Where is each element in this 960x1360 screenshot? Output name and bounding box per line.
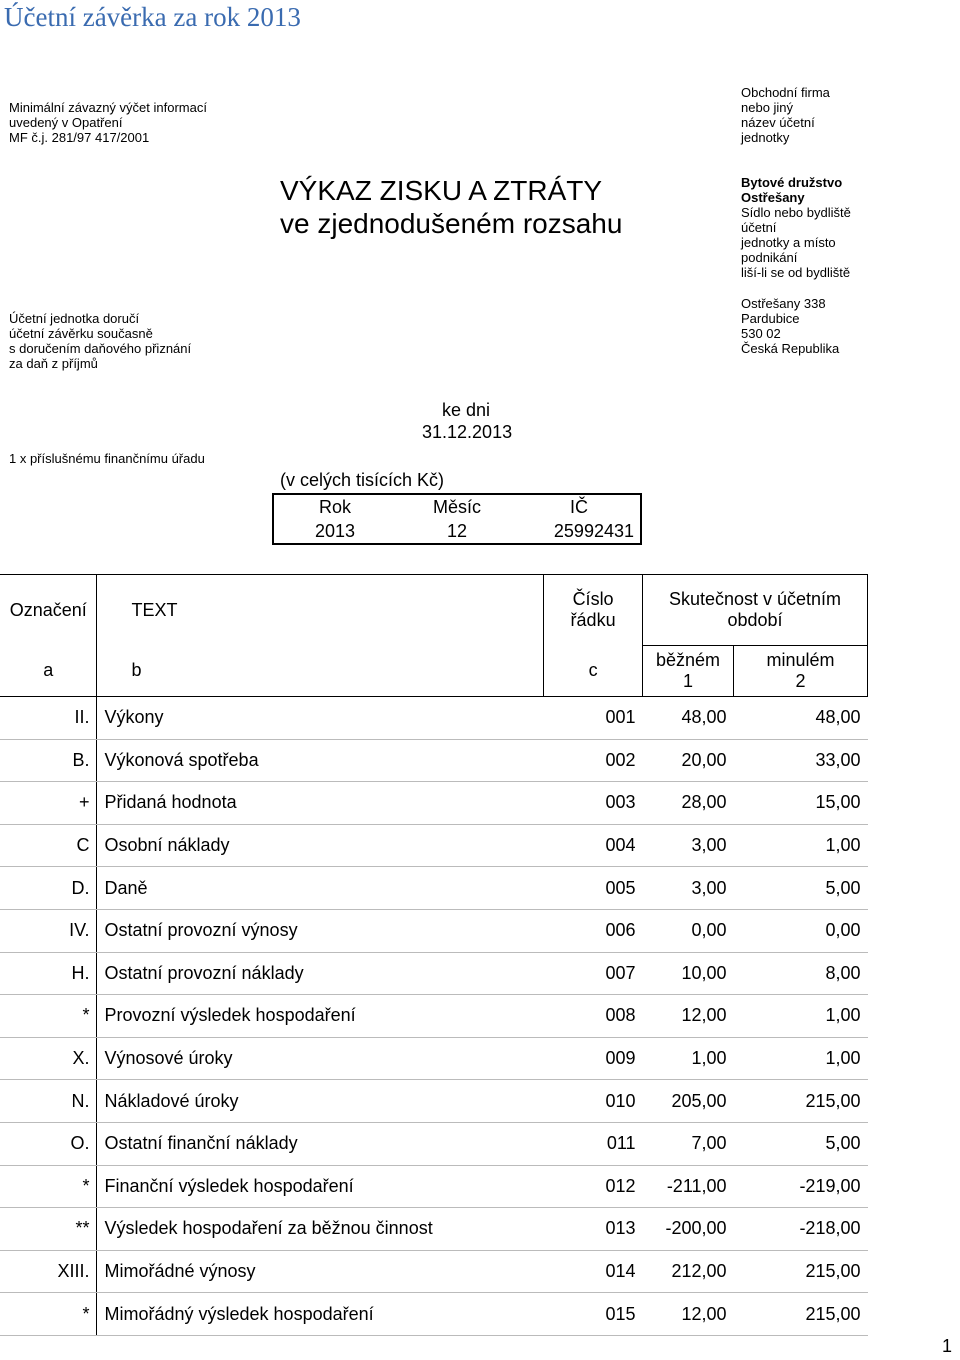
- firm-address: [741, 296, 839, 356]
- col-header-bezne-line: 1: [683, 671, 694, 691]
- legal-basis-line: Minimální závazný výčet informací: [9, 100, 207, 115]
- col-header-minule-line: 2: [795, 671, 806, 691]
- table-row: [0, 1165, 868, 1208]
- row-current-value: 0,00: [643, 909, 734, 952]
- row-current-value: 20,00: [643, 739, 734, 782]
- row-previous-value: 1,00: [734, 995, 868, 1038]
- firm-label: [741, 85, 830, 145]
- row-text: Výkony: [97, 697, 544, 740]
- page-number: 1: [942, 1336, 953, 1356]
- col-header-skutecnost-line: Skutečnost v účetním: [668, 589, 842, 609]
- col-header-text: TEXT: [97, 575, 544, 646]
- row-previous-value: 15,00: [734, 782, 868, 825]
- col-header-c: c: [544, 646, 643, 697]
- row-line-number: 005: [544, 867, 643, 910]
- row-mark: **: [0, 1208, 97, 1251]
- firm-label-line: Obchodní firma: [741, 85, 830, 100]
- row-current-value: -200,00: [643, 1208, 734, 1251]
- units-note: (v celých tisících Kč): [280, 470, 445, 490]
- row-previous-value: 215,00: [734, 1250, 868, 1293]
- row-line-number: 004: [544, 824, 643, 867]
- delivery-note-office: 1 x příslušnému finančnímu úřadu: [9, 451, 205, 466]
- row-previous-value: 215,00: [734, 1080, 868, 1123]
- row-mark: XIII.: [0, 1250, 97, 1293]
- row-previous-value: 8,00: [734, 952, 868, 995]
- row-mark: D.: [0, 867, 97, 910]
- row-text: Mimořádné výnosy: [97, 1250, 544, 1293]
- table-row: [0, 1122, 868, 1165]
- address-line: Pardubice: [741, 311, 800, 326]
- row-previous-value: 215,00: [734, 1293, 868, 1336]
- table-row: [0, 867, 868, 910]
- row-text: Osobní náklady: [97, 824, 544, 867]
- row-current-value: 1,00: [643, 1037, 734, 1080]
- firm-block: [741, 175, 851, 280]
- delivery-note-line: s doručením daňového přiznání: [9, 341, 192, 356]
- header-value-month: 12: [446, 520, 468, 541]
- row-current-value: 3,00: [643, 867, 734, 910]
- row-current-value: 12,00: [643, 1293, 734, 1336]
- row-mark: B.: [0, 739, 97, 782]
- delivery-note-line: účetní závěrku současně: [9, 326, 153, 341]
- legal-basis-line: uvedený v Opatření: [9, 115, 123, 130]
- table-row: [0, 1293, 868, 1336]
- delivery-note: [9, 311, 191, 371]
- row-previous-value: 5,00: [734, 867, 868, 910]
- row-line-number: 013: [544, 1208, 643, 1251]
- firm-label-line: nebo jiný: [741, 100, 794, 115]
- row-line-number: 001: [544, 697, 643, 740]
- row-current-value: 205,00: [643, 1080, 734, 1123]
- table-row: [0, 782, 868, 825]
- legal-basis-line: MF č.j. 281/97 417/2001: [9, 130, 150, 145]
- col-header-skutecnost: [643, 575, 868, 646]
- row-mark: X.: [0, 1037, 97, 1080]
- page-title: Účetní závěrka za rok 2013: [4, 2, 301, 32]
- row-text: Výnosové úroky: [97, 1037, 544, 1080]
- header-value-ico: 25992431: [553, 520, 634, 541]
- header-label-month: Měsíc: [432, 496, 481, 517]
- row-mark: O.: [0, 1122, 97, 1165]
- row-mark: *: [0, 1165, 97, 1208]
- row-current-value: 28,00: [643, 782, 734, 825]
- statement-subtitle-line: ve zjednodušeném rozsahu: [280, 208, 623, 239]
- row-text: Finanční výsledek hospodaření: [97, 1165, 544, 1208]
- firm-label-line: název účetní: [741, 115, 815, 130]
- table-row: [0, 909, 868, 952]
- table-row: [0, 995, 868, 1038]
- row-mark: H.: [0, 952, 97, 995]
- delivery-note-line: za daň z příjmů: [9, 356, 98, 371]
- row-line-number: 007: [544, 952, 643, 995]
- row-previous-value: -218,00: [734, 1208, 868, 1251]
- row-text: Mimořádný výsledek hospodaření: [97, 1293, 544, 1336]
- col-header-bezne: [643, 646, 734, 697]
- row-current-value: 12,00: [643, 995, 734, 1038]
- table-row: [0, 1208, 868, 1251]
- report-date-value: 31.12.2013: [422, 422, 513, 442]
- col-header-minule: [734, 646, 868, 697]
- header-value-year: 2013: [314, 520, 356, 541]
- table-row: [0, 697, 868, 740]
- row-mark: N.: [0, 1080, 97, 1123]
- row-line-number: 006: [544, 909, 643, 952]
- seat-label-line: liší-li se od bydliště: [741, 265, 851, 280]
- row-current-value: 10,00: [643, 952, 734, 995]
- seat-label-line: Sídlo nebo bydliště: [741, 205, 851, 220]
- table-row: [0, 824, 868, 867]
- row-text: Provozní výsledek hospodaření: [97, 995, 544, 1038]
- seat-label-line: jednotky a místo: [741, 235, 836, 250]
- row-line-number: 002: [544, 739, 643, 782]
- seat-label-line: podnikání: [741, 250, 798, 265]
- row-current-value: 3,00: [643, 824, 734, 867]
- seat-label-line: účetní: [741, 220, 777, 235]
- row-line-number: 003: [544, 782, 643, 825]
- row-previous-value: 1,00: [734, 1037, 868, 1080]
- row-text: Daně: [97, 867, 544, 910]
- firm-label-line: jednotky: [741, 130, 790, 145]
- row-text: Výkonová spotřeba: [97, 739, 544, 782]
- table-row: [0, 1037, 868, 1080]
- row-line-number: 008: [544, 995, 643, 1038]
- header-label-ico: IČ: [570, 496, 588, 517]
- row-text: Nákladové úroky: [97, 1080, 544, 1123]
- table-row: [0, 1080, 868, 1123]
- firm-name-line: Bytové družstvo: [741, 175, 843, 190]
- profit-loss-table: [0, 574, 868, 1336]
- row-text: Ostatní provozní náklady: [97, 952, 544, 995]
- col-header-b: b: [97, 646, 544, 697]
- row-mark: +: [0, 782, 97, 825]
- row-previous-value: 5,00: [734, 1122, 868, 1165]
- row-previous-value: 0,00: [734, 909, 868, 952]
- address-line: Česká Republika: [741, 341, 840, 356]
- row-text: Výsledek hospodaření za běžnou činnost: [97, 1208, 544, 1251]
- row-line-number: 009: [544, 1037, 643, 1080]
- row-text: Přidaná hodnota: [97, 782, 544, 825]
- col-header-cislo-line: řádku: [570, 610, 616, 631]
- col-header-minule-line: minulém: [766, 650, 835, 670]
- header-label-year: Rok: [318, 496, 351, 517]
- row-text: Ostatní provozní výnosy: [97, 909, 544, 952]
- col-header-skutecnost-line: období: [727, 610, 783, 630]
- row-previous-value: 33,00: [734, 739, 868, 782]
- delivery-note-line: Účetní jednotka doručí: [9, 311, 140, 326]
- legal-basis-note: [9, 100, 207, 145]
- row-mark: *: [0, 995, 97, 1038]
- row-mark: II.: [0, 697, 97, 740]
- row-line-number: 015: [544, 1293, 643, 1336]
- report-date: [422, 399, 512, 443]
- col-header-a: a: [0, 646, 97, 697]
- report-date-label: ke dni: [442, 400, 491, 420]
- col-header-cislo: [544, 575, 643, 646]
- row-previous-value: 48,00: [734, 697, 868, 740]
- row-current-value: 212,00: [643, 1250, 734, 1293]
- col-header-cislo-line: Číslo: [572, 589, 614, 610]
- row-previous-value: 1,00: [734, 824, 868, 867]
- header-table: [272, 493, 642, 545]
- address-line: 530 02: [741, 326, 781, 341]
- row-line-number: 010: [544, 1080, 643, 1123]
- firm-name-line: Ostřešany: [741, 190, 805, 205]
- row-current-value: 7,00: [643, 1122, 734, 1165]
- row-line-number: 012: [544, 1165, 643, 1208]
- row-current-value: -211,00: [643, 1165, 734, 1208]
- table-body: [0, 697, 868, 1336]
- table-row: [0, 1250, 868, 1293]
- col-header-oznaceni: Označení: [0, 575, 97, 646]
- statement-title: [280, 174, 622, 240]
- row-mark: C: [0, 824, 97, 867]
- row-text: Ostatní finanční náklady: [97, 1122, 544, 1165]
- statement-title-line: VÝKAZ ZISKU A ZTRÁTY: [280, 175, 603, 206]
- row-previous-value: -219,00: [734, 1165, 868, 1208]
- address-line: Ostřešany 338: [741, 296, 826, 311]
- row-line-number: 011: [544, 1122, 643, 1165]
- row-line-number: 014: [544, 1250, 643, 1293]
- col-header-bezne-line: běžném: [656, 650, 721, 670]
- row-mark: IV.: [0, 909, 97, 952]
- table-row: [0, 952, 868, 995]
- table-row: [0, 739, 868, 782]
- row-current-value: 48,00: [643, 697, 734, 740]
- row-mark: *: [0, 1293, 97, 1336]
